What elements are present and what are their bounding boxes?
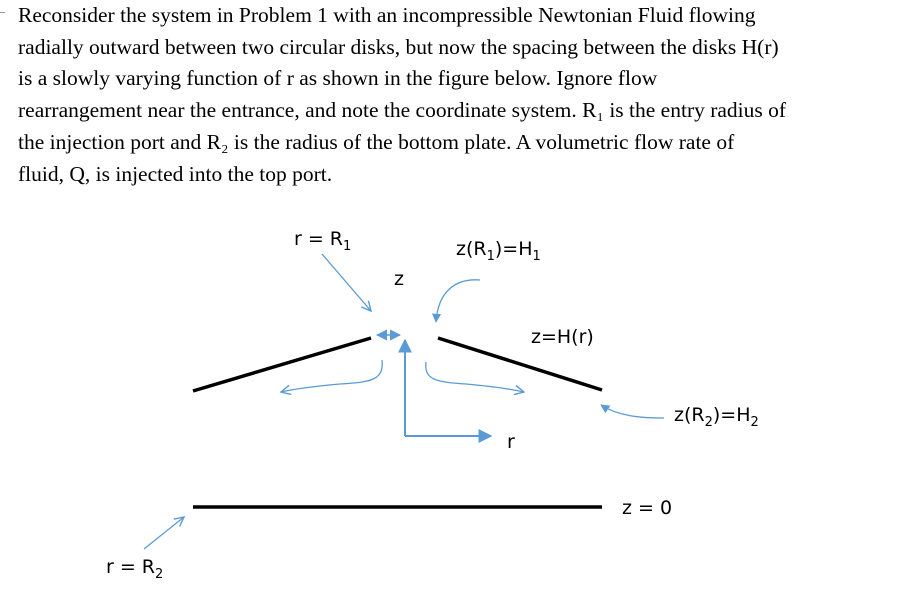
r-eq-r2-main: r = R <box>106 556 156 578</box>
z-r2-h2-b-sub: 2 <box>750 415 759 430</box>
z-r2-h2-label <box>674 404 759 430</box>
flow-arrow-left <box>281 360 382 392</box>
problem-line: is a slowly varying function of r as shown in the figure below. Ignore flow <box>18 66 658 91</box>
r-eq-r2-label <box>106 556 163 582</box>
r-eq-r1-label <box>294 228 351 254</box>
z-r1-h1-b: )=H <box>494 238 533 260</box>
r-eq-r1-sub: 1 <box>343 239 352 254</box>
problem-line: radially outward between two circular disks, but now the spacing between the disks H(r) <box>18 34 779 59</box>
flow-arrow-right <box>426 362 524 392</box>
z-r1-h1-label <box>456 238 541 264</box>
z-r2-h2-a: z(R <box>674 404 705 426</box>
z-r1-h1-a-sub: 1 <box>486 249 495 264</box>
top-plate-left <box>193 338 371 391</box>
z-eq-0-label: z = 0 <box>622 497 673 519</box>
r1-leader-arrow <box>322 254 371 311</box>
z-r1-h1-a: z(R <box>456 238 487 260</box>
problem-line: rearrangement near the entrance, and note the coordinate system. R₁ is the entry radius of <box>18 98 787 123</box>
problem-line: the injection port and R₂ is the radius of the bottom plate. A volumetric flow rate of <box>18 129 735 154</box>
z-r1-h1-b-sub: 1 <box>532 249 541 264</box>
z-r2-h2-a-sub: 2 <box>704 415 713 430</box>
z-hr-label: z=H(r) <box>531 326 594 348</box>
h1-leader-arrow <box>436 280 480 322</box>
z-r2-h2-b: )=H <box>712 404 751 426</box>
r-axis-label: r <box>507 431 515 453</box>
z-axis-label: z <box>394 268 404 290</box>
h2-leader-arrow <box>601 405 664 418</box>
r-eq-r2-sub: 2 <box>155 567 164 582</box>
problem-line: Reconsider the system in Problem 1 with an incompressible Newtonian Fluid flowing <box>18 3 756 27</box>
problem-line: fluid, Q, is injected into the top port. <box>18 161 333 186</box>
r2-leader-arrow <box>144 517 184 549</box>
r-eq-r1-main: r = R <box>294 228 344 250</box>
